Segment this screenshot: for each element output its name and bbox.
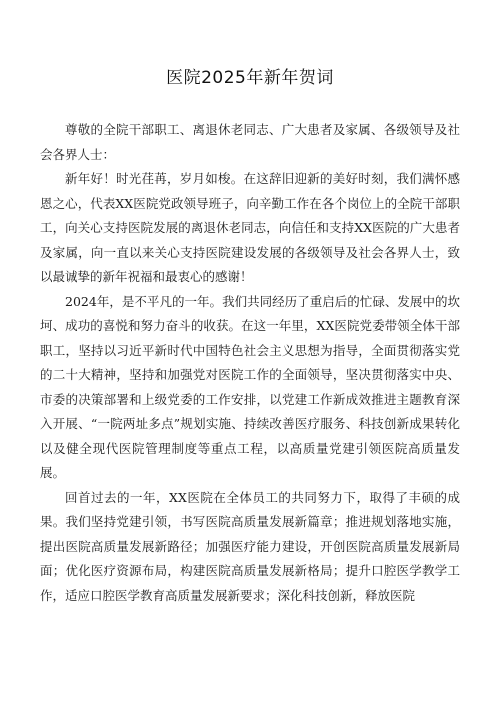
achievements-paragraph: 回首过去的一年，XX医院在全体员工的共同努力下，取得了丰硕的成果。我们坚持党建引领，书写医院高质量发展新篇章；推进规划落地实施，提出医院高质量发展新路径；加强医疗能力建设，开创医院高质量发展新局面；优化医疗资源布局，构建医院高质量发展新格局；提升口腔医学教学工作，适应口腔医学教育高质量发展新要求；深化科技创新，释放医院	[40, 489, 460, 603]
document-body	[40, 118, 460, 608]
document-title: 医院2025年新年贺词	[166, 68, 334, 88]
review-2024-paragraph: 2024年，是不平凡的一年。我们共同经历了重启后的忙碌、发展中的坎坷、成功的喜悦和努力奋斗的收获。在这一年里，XX医院党委带领全体干部职工，坚持以习近平新时代中国特色社会主义思想为指导，全面贯彻落实党的二十大精神，坚持和加强党对医院工作的全面领导，坚决贯彻落实中央、市委的决策部署和上级党委的工作安排，以党建工作新成效推进主题教育深入开展、“一院两址多点”规划实施、持续改善医疗服务、科技创新成果转化以及健全现代医院管理制度等重点工程，以高质量党建引领医院高质量发展。	[40, 293, 460, 480]
greeting-paragraph: 新年好！时光荏苒，岁月如梭。在这辞旧迎新的美好时刻，我们满怀感恩之心，代表XX医院党政领导班子，向辛勤工作在各个岗位上的全院干部职工，向关心支持医院发展的离退休老同志，向信任和支持XX医院的广大患者及家属，向一直以来关心支持医院建设发展的各级领导及社会各界人士，致以最诚挚的新年祝福和最衷心的感谢！	[40, 171, 460, 284]
salutation-paragraph: 尊敬的全院干部职工、离退休老同志、广大患者及家属、各级领导及社会各界人士：	[40, 122, 460, 162]
